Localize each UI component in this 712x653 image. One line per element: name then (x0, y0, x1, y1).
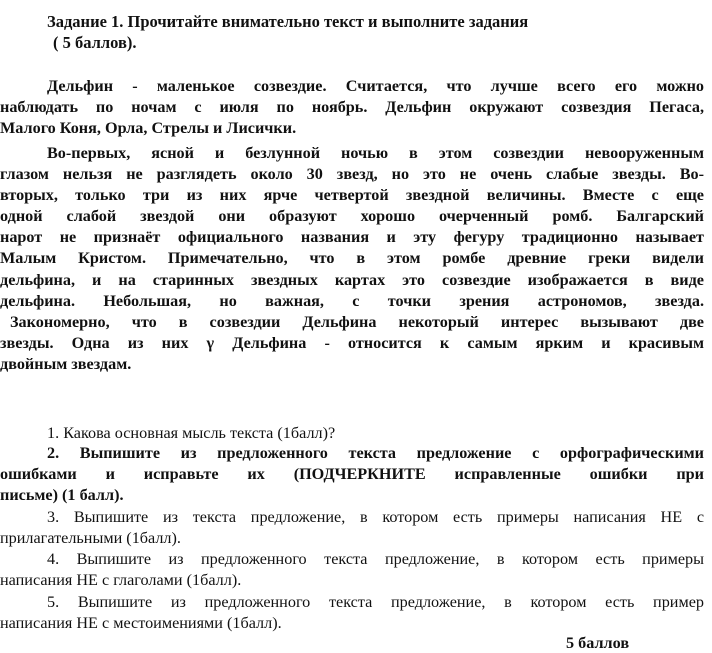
task-title: Задание 1. Прочитайте внимательно текст и выполните задания (47, 12, 529, 31)
text-line: Закономерно, что в созвездии Дельфина некоторый интерес вызывают две (10, 313, 704, 331)
text-line: Малого Коня, Орла, Стрелы и Лисички. (0, 119, 297, 137)
question-2-cont: письме) (1 балл). (0, 486, 124, 504)
text-line: двойным звездам. (0, 355, 132, 373)
question-4: 4. Выпишите из предложенного текста предложение, в котором есть примеры (47, 550, 704, 568)
question-5: 5. Выпишите из предложенного текста предложение, в котором есть пример (47, 593, 704, 611)
text-line: одной слабой звездой они образуют хорошо очерченный ромб. Балгарский (0, 207, 704, 225)
question-3: 3. Выпишите из текста предложение, в котором есть примеры написания НЕ с (47, 508, 704, 526)
question-2: 2. Выпишите из предложенного текста предложение с орфографическими (47, 444, 704, 462)
total-score: 5 баллов (566, 634, 630, 652)
text-line: вторых, только три из них ярче четвертой звездной величины. Вместе с еще (0, 186, 704, 204)
text-line: дельфина, и на старинных звездных картах это созвездие изображается в виде (0, 271, 704, 289)
question-4-cont: написания НЕ с глаголами (1балл). (0, 571, 242, 589)
text-line: глазом нельзя не разглядеть около 30 звезд, но это не очень слабые звезды. Во- (0, 165, 704, 183)
question-3-cont: прилагательными (1балл). (0, 529, 181, 547)
question-5-cont: написания НЕ с местоимениями (1балл). (0, 614, 282, 632)
question-1: 1. Какова основная мысль текста (1балл)? (47, 424, 336, 442)
question-2-cont: ошибками и исправьте их (ПОДЧЕРКНИТЕ исправленные ошибки при (0, 465, 704, 483)
text-line: Малым Кристом. Примечательно, что в этом ромбе древние греки видели (0, 249, 704, 267)
text-line: звезды. Одна из них γ Дельфина - относится к самым ярким и красивым (0, 334, 704, 352)
text-line: Во-первых, ясной и безлунной ночью в этом созвездии невооруженным (47, 144, 704, 162)
text-line: нарот не признаёт официального названия и эту фегуру традиционно называет (0, 228, 704, 246)
text-line: дельфина. Небольшая, но важная, с точки зрения астрономов, звезда. (0, 292, 704, 310)
task-points: ( 5 баллов). (53, 33, 137, 52)
text-line: Дельфин - маленькое созвездие. Считается, что лучше всего его можно (47, 77, 704, 95)
text-line: наблюдать по ночам с июля по ноябрь. Дельфин окружают созвездия Пегаса, (0, 98, 704, 116)
